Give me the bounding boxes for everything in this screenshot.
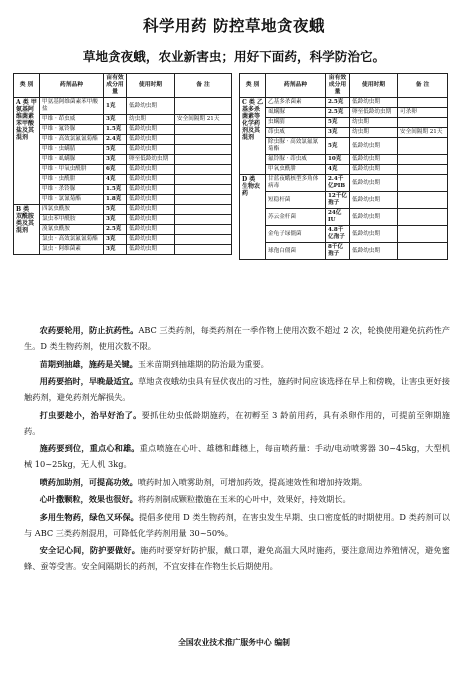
paragraph-lead: 安全记心间，防护要做好。 <box>39 545 141 555</box>
table-row <box>14 205 232 215</box>
period-cell: 低龄幼虫期 <box>127 165 175 175</box>
guidance-paragraph <box>24 373 450 405</box>
period-cell: 低龄幼虫期 <box>127 245 175 255</box>
remark-cell <box>398 209 448 226</box>
remark-cell <box>175 185 232 195</box>
dose-cell: 4克 <box>326 165 350 175</box>
paragraph-lead: 苗期到抽雄，施药是关键。 <box>39 358 138 369</box>
period-cell: 幼虫期 <box>350 118 398 128</box>
remark-cell: 安全间隔期 21天 <box>175 115 232 125</box>
remark-cell <box>175 215 232 225</box>
dose-cell: 1.5克 <box>104 125 127 135</box>
dose-cell: 6克 <box>104 165 127 175</box>
period-cell: 低龄幼虫期 <box>127 235 175 245</box>
dose-cell: 12千亿孢子 <box>326 192 350 209</box>
period-cell: 低龄幼虫期 <box>350 175 398 192</box>
remark-cell <box>175 205 232 215</box>
dose-cell: 5克 <box>104 145 127 155</box>
product-cell: 虫螨腈 <box>266 118 326 128</box>
table-row <box>240 138 448 155</box>
remark-cell <box>398 118 448 128</box>
table-row <box>14 125 232 135</box>
period-cell: 低龄幼虫期 <box>127 135 175 145</box>
period-cell: 低龄幼虫期 <box>350 165 398 175</box>
product-cell: 氯虫苯甲酰胺 <box>40 215 104 225</box>
dose-cell: 5克 <box>326 138 350 155</box>
period-cell: 卵至低龄幼虫期 <box>350 108 398 118</box>
page-subtitle: 草地贪夜蛾，农业新害虫；用好下面药，科学防治它。 <box>82 49 386 64</box>
product-cell: 氯虫 · 阿维菌素 <box>40 245 104 255</box>
period-cell: 幼虫期 <box>127 115 175 125</box>
remark-cell <box>175 235 232 245</box>
period-cell: 低龄幼虫期 <box>127 215 175 225</box>
dose-cell: 2.5克 <box>326 98 350 108</box>
product-cell: 短稳杆菌 <box>266 192 326 209</box>
table-row <box>14 135 232 145</box>
category-cell: C 类 乙基多杀菌素等化学药剂及其混剂 <box>240 98 266 175</box>
product-cell: 甲氧虫酰肼 <box>266 165 326 175</box>
guidance-paragraph <box>24 491 450 507</box>
dose-cell: 4.8千亿孢子 <box>326 226 350 243</box>
guidance-paragraph <box>24 440 450 472</box>
dose-cell: 2.5克 <box>104 225 127 235</box>
period-cell: 低龄幼虫期 <box>127 145 175 155</box>
dose-cell: 1.5克 <box>104 185 127 195</box>
guidance-paragraph <box>24 322 450 354</box>
period-cell: 低龄幼虫期 <box>350 138 398 155</box>
remark-cell <box>175 155 232 165</box>
paragraph-text: 草地贪夜蛾幼虫具有昼伏夜出的习性，施药时间应该选择在早上和傍晚，让害虫更好接触药剂，避免药剂光解损失。 <box>24 376 450 402</box>
remark-cell <box>175 135 232 145</box>
period-cell: 低龄幼虫期 <box>350 209 398 226</box>
table-row <box>240 192 448 209</box>
header-dose: 亩有效成分用量 <box>104 74 127 98</box>
product-cell: 甲维 · 甲氧虫酰肼 <box>40 165 104 175</box>
paragraph-lead: 喷药加助剂，可提高功效。 <box>39 476 138 487</box>
dose-cell: 3克 <box>104 155 127 165</box>
paragraph-text: 要抓住幼虫低龄期施药，在初孵至 3 龄前用药，具有杀卵作用的，可提前至卵期施药。 <box>24 409 450 436</box>
remark-cell <box>398 98 448 108</box>
table-row <box>14 175 232 185</box>
dose-cell: 5克 <box>326 118 350 128</box>
table-row <box>14 155 232 165</box>
period-cell: 卵至低龄幼虫期 <box>127 155 175 165</box>
category-cell: B 类 双酰胺类及其混剂 <box>14 205 40 255</box>
product-cell: 氟铃脲 · 茚虫威 <box>266 155 326 165</box>
remark-cell <box>398 226 448 243</box>
table-row <box>240 165 448 175</box>
paragraph-lead: 农药要轮用，防止抗药性。 <box>39 325 139 335</box>
paragraph-lead: 多用生物药，绿色又环保。 <box>39 511 139 522</box>
table-row <box>14 98 232 115</box>
paragraph-lead: 心叶撒颗粒，效果也很好。 <box>39 494 138 504</box>
table-header-row <box>240 74 448 98</box>
product-cell: 甲氨基阿维菌素苯甲酸盐 <box>40 98 104 115</box>
paragraph-lead: 施药要到位，重点心和雄。 <box>39 443 140 453</box>
table-row <box>240 155 448 165</box>
remark-cell <box>175 225 232 235</box>
right-pesticide-table <box>239 73 448 260</box>
paragraph-text: 提倡多使用 D 类生物药剂，在害虫发生早期、虫口密度低的时期使用。D 类药剂可以与 ABC 三类药剂混用，可降低化学药剂用量 30~50%。 <box>24 511 450 538</box>
table-row <box>240 226 448 243</box>
remark-cell <box>175 195 232 205</box>
paragraph-lead: 用药要掐时，早晚最适宜。 <box>39 376 139 386</box>
dose-cell: 3克 <box>104 245 127 255</box>
product-cell: 苏云金杆菌 <box>266 209 326 226</box>
table-row <box>240 175 448 192</box>
header-category: 类 别 <box>240 74 266 98</box>
period-cell: 低龄幼虫期 <box>127 205 175 215</box>
table-row <box>14 235 232 245</box>
product-cell: 甲维 · 茚虫威 <box>40 115 104 125</box>
dose-cell: 4克 <box>104 175 127 185</box>
header-dose: 亩有效成分用量 <box>326 74 350 98</box>
pesticide-tables <box>10 73 458 295</box>
remark-cell <box>398 192 448 209</box>
guidance-paragraph <box>24 509 450 541</box>
paragraph-text: 重点喷施在心叶、雄穗和雌穗上，每亩喷药量：手动/电动喷雾器 30~45kg，大型机械 10~25kg，无人机 3kg。 <box>24 443 450 469</box>
dose-cell: 3克 <box>104 215 127 225</box>
product-cell: 除虫脲 · 高效氯氟氰菊酯 <box>266 138 326 155</box>
header-category: 类 别 <box>14 74 40 98</box>
product-cell: 虱螨脲 <box>266 108 326 118</box>
table-row <box>14 195 232 205</box>
header-product: 药剂品种 <box>40 74 104 98</box>
period-cell: 低龄幼虫期 <box>127 185 175 195</box>
guidance-paragraph <box>24 542 450 574</box>
period-cell: 低龄幼虫期 <box>127 195 175 205</box>
page-title: 科学用药 防控草地贪夜蛾 <box>143 17 325 35</box>
category-cell: D 类 生物农药 <box>240 175 266 260</box>
product-cell: 甘蓝夜蛾核型多角体病毒 <box>266 175 326 192</box>
header-remark: 备 注 <box>398 74 448 98</box>
period-cell: 低龄幼虫期 <box>350 226 398 243</box>
left-table-body <box>14 98 232 255</box>
dose-cell: 8千亿孢子 <box>326 243 350 260</box>
period-cell: 低龄幼虫期 <box>350 192 398 209</box>
product-cell: 甲维 · 氟铃脲 <box>40 125 104 135</box>
table-row <box>14 165 232 175</box>
product-cell: 金龟子绿僵菌 <box>266 226 326 243</box>
period-cell: 低龄幼虫期 <box>127 125 175 135</box>
period-cell: 低龄幼虫期 <box>127 175 175 185</box>
guidance-paragraph <box>24 356 450 372</box>
product-cell: 氯虫 · 高效氯氟氰菊酯 <box>40 235 104 245</box>
remark-cell <box>398 243 448 260</box>
header-period: 使用时期 <box>350 74 398 98</box>
remark-cell <box>175 145 232 155</box>
table-row <box>14 115 232 125</box>
category-cell: A 类 甲氨基阿维菌素苯甲酸盐及其混剂 <box>14 98 40 205</box>
table-row <box>240 108 448 118</box>
product-cell: 甲维 · 杀铃脲 <box>40 185 104 195</box>
remark-cell: 安全间隔期 21天 <box>398 128 448 138</box>
dose-cell: 5克 <box>104 205 127 215</box>
table-row <box>240 98 448 108</box>
guidance-paragraph <box>24 407 450 439</box>
left-pesticide-table <box>13 73 232 255</box>
table-row <box>240 209 448 226</box>
table-row <box>14 145 232 155</box>
period-cell: 低龄幼虫期 <box>127 225 175 235</box>
product-cell: 甲维 · 虫酰肼 <box>40 175 104 185</box>
dose-cell: 3克 <box>104 235 127 245</box>
dose-cell: 10克 <box>326 155 350 165</box>
product-cell: 甲维 · 高效氯氟氰菊酯 <box>40 135 104 145</box>
dose-cell: 2.4千亿PIB <box>326 175 350 192</box>
remark-cell <box>398 175 448 192</box>
remark-cell <box>398 138 448 155</box>
dose-cell: 1克 <box>104 98 127 115</box>
period-cell: 低龄幼虫期 <box>350 98 398 108</box>
paragraph-text: 喷药时加入喷雾助剂，可增加药效，提高速效性和增加持效期。 <box>137 476 368 487</box>
paragraph-text: 玉米苗期到抽雄期的防治最为重要。 <box>137 358 269 369</box>
table-row <box>14 215 232 225</box>
product-cell: 甲维 · 虫螨腈 <box>40 145 104 155</box>
table-row <box>240 128 448 138</box>
table-row <box>14 245 232 255</box>
period-cell: 低龄幼虫期 <box>127 98 175 115</box>
guidance-paragraph <box>24 474 450 490</box>
paragraph-lead: 打虫要趁小，治早好治了。 <box>39 409 142 420</box>
remark-cell <box>175 175 232 185</box>
remark-cell <box>175 165 232 175</box>
footer-credit: 全国农业技术推广服务中心 编制 <box>178 638 290 647</box>
paragraph-text: ABC 三类药剂，每类药剂在一季作物上使用次数不超过 2 次，轮换使用避免抗药性产生。D 类生物药剂，使用次数不限。 <box>24 325 450 351</box>
dose-cell: 3克 <box>104 115 127 125</box>
dose-cell: 3克 <box>326 128 350 138</box>
product-cell: 乙基多杀菌素 <box>266 98 326 108</box>
dose-cell: 1.8克 <box>104 195 127 205</box>
product-cell: 溴氰虫酰胺 <box>40 225 104 235</box>
dose-cell: 2.4克 <box>104 135 127 145</box>
table-row <box>240 243 448 260</box>
header-product: 药剂品种 <box>266 74 326 98</box>
table-row <box>14 185 232 195</box>
table-row <box>240 118 448 128</box>
product-cell: 四氯虫酰胺 <box>40 205 104 215</box>
dose-cell: 24亿IU <box>326 209 350 226</box>
remark-cell: 可杀卵 <box>398 108 448 118</box>
period-cell: 幼虫期 <box>350 128 398 138</box>
period-cell: 低龄幼虫期 <box>350 243 398 260</box>
remark-cell <box>175 245 232 255</box>
period-cell: 低龄幼虫期 <box>350 155 398 165</box>
right-table-body <box>240 98 448 260</box>
header-remark: 备 注 <box>175 74 232 98</box>
guidance-paragraphs <box>24 322 450 576</box>
paragraph-text: 将药剂制成颗粒撒施在玉米的心叶中，效果好，持效期长。 <box>137 494 351 504</box>
product-cell: 甲维 · 氯氰菊酯 <box>40 195 104 205</box>
product-cell: 甲维 · 虱螨脲 <box>40 155 104 165</box>
remark-cell <box>398 165 448 175</box>
remark-cell <box>398 155 448 165</box>
paragraph-text: 施药时要穿好防护服，戴口罩，避免高温大风时施药，要注意周边养殖情况，避免蜜蜂、蚕等受害。安全间隔期长的药剂，不宜安排在作物生长后期使用。 <box>24 545 450 571</box>
dose-cell: 2.5克 <box>326 108 350 118</box>
table-header-row <box>14 74 232 98</box>
product-cell: 茚虫威 <box>266 128 326 138</box>
table-row <box>14 225 232 235</box>
remark-cell <box>175 125 232 135</box>
header-period: 使用时期 <box>127 74 175 98</box>
remark-cell <box>175 98 232 115</box>
product-cell: 球孢白僵菌 <box>266 243 326 260</box>
